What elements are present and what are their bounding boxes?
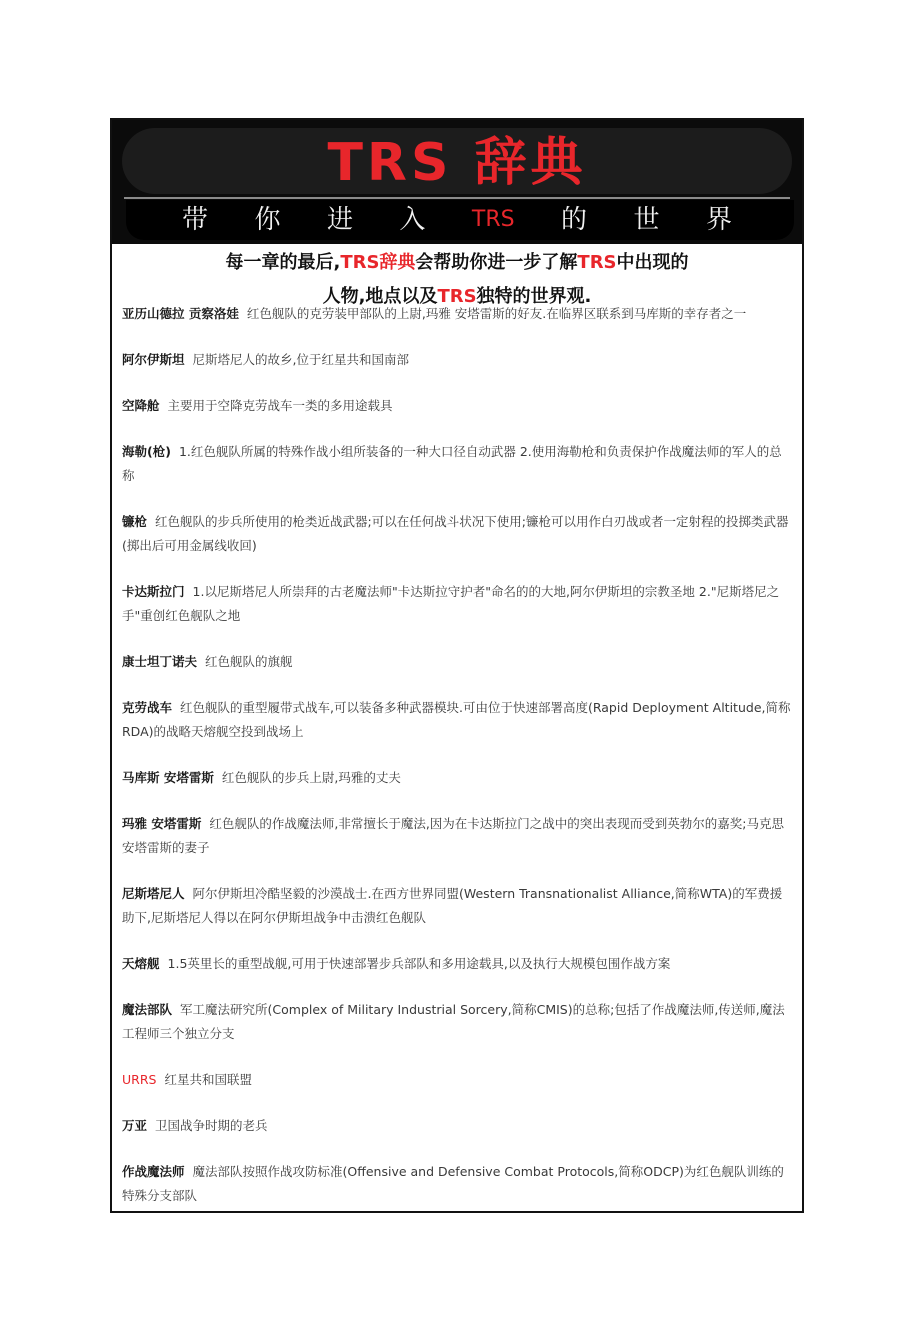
glossary-definition: 军工魔法研究所(Complex of Military Industrial Sorcery,简称CMIS)的总称;包括了作战魔法师,传送师,魔法工程师三个独立分支 [122, 1002, 785, 1041]
glossary-term: 亚历山德拉 贡察洛娃 [122, 306, 239, 321]
intro-segment: 独特的世界观. [476, 286, 592, 307]
intro-segment: 中出现的 [616, 252, 689, 273]
glossary-term: 魔法部队 [122, 1002, 173, 1017]
glossary-entry [122, 440, 794, 488]
glossary-term: 万亚 [122, 1118, 148, 1133]
glossary-term: 卡达斯拉门 [122, 584, 185, 599]
glossary-entry [122, 882, 794, 930]
subtitle-char: 你 [254, 205, 281, 235]
glossary-term: URRS [122, 1072, 157, 1087]
glossary-entry [122, 1160, 794, 1208]
glossary-term: 阿尔伊斯坦 [122, 352, 185, 367]
intro-line-1 [112, 246, 802, 280]
glossary-term: 作战魔法师 [122, 1164, 185, 1179]
glossary-entry [122, 952, 794, 976]
glossary-definition: 卫国战争时期的老兵 [155, 1118, 268, 1133]
glossary-definition: 红色舰队的克劳装甲部队的上尉,玛雅 安塔雷斯的好友.在临界区联系到马库斯的幸存者之一 [246, 306, 747, 321]
glossary-definition: 红星共和国联盟 [164, 1072, 252, 1087]
glossary-term: 天熔舰 [122, 956, 160, 971]
glossary-definition: 红色舰队的作战魔法师,非常擅长于魔法,因为在卡达斯拉门之战中的突出表现而受到英勃尔的嘉奖;马克思 安塔雷斯的妻子 [122, 816, 785, 855]
glossary-entry [122, 1114, 794, 1138]
subtitle [182, 200, 732, 240]
glossary-term: 康士坦丁诺夫 [122, 654, 198, 669]
glossary-definition: 红色舰队的步兵上尉,玛雅的丈夫 [221, 770, 401, 785]
glossary-term: 马库斯 安塔雷斯 [122, 770, 214, 785]
glossary-list [122, 302, 794, 1213]
glossary-term: 克劳战车 [122, 700, 173, 715]
glossary-entry [122, 1068, 794, 1092]
glossary-entry [122, 766, 794, 790]
glossary-definition: 红色舰队的步兵所使用的枪类近战武器;可以在任何战斗状况下使用;镰枪可以用作白刃战或者一定射程的投掷类武器(掷出后可用金属线收回) [122, 514, 789, 553]
banner-divider [124, 197, 790, 199]
subtitle-char: 的 [561, 205, 588, 235]
glossary-term: 镰枪 [122, 514, 148, 529]
intro-segment: 人物,地点以及 [322, 286, 438, 307]
intro-segment: TRS [437, 286, 477, 307]
glossary-entry [122, 580, 794, 628]
intro-segment: 每一章的最后, [225, 252, 341, 273]
glossary-definition: 红色舰队的旗舰 [205, 654, 293, 669]
glossary-entry [122, 650, 794, 674]
glossary-entry [122, 302, 794, 326]
document-page [110, 118, 804, 1213]
subtitle-char: 入 [399, 205, 426, 235]
glossary-entry [122, 348, 794, 372]
subtitle-char: 进 [326, 205, 353, 235]
glossary-term: 海勒(枪) [122, 444, 171, 459]
intro-segment: TRS [577, 252, 617, 273]
subtitle-char: 界 [705, 205, 732, 235]
glossary-entry [122, 510, 794, 558]
title-banner [112, 120, 802, 244]
intro-segment: TRS辞典 [340, 252, 416, 273]
page-title: TRS 辞典 [327, 133, 587, 193]
glossary-term: 玛雅 安塔雷斯 [122, 816, 202, 831]
glossary-term: 尼斯塔尼人 [122, 886, 185, 901]
glossary-definition: 1.5英里长的重型战舰,可用于快速部署步兵部队和多用途载具,以及执行大规模包围作战方案 [167, 956, 671, 971]
glossary-definition: 1.红色舰队所属的特殊作战小组所装备的一种大口径自动武器 2.使用海勒枪和负责保护作战魔法师的军人的总称 [122, 444, 782, 483]
glossary-definition: 魔法部队按照作战攻防标准(Offensive and Defensive Combat Protocols,简称ODCP)为红色舰队训练的特殊分支部队 [122, 1164, 784, 1203]
glossary-entry [122, 696, 794, 744]
subtitle-char: 世 [633, 205, 660, 235]
glossary-definition: 1.以尼斯塔尼人所崇拜的古老魔法师"卡达斯拉守护者"命名的的大地,阿尔伊斯坦的宗教圣地 2."尼斯塔尼之手"重创红色舰队之地 [122, 584, 780, 623]
glossary-entry [122, 394, 794, 418]
glossary-definition: 阿尔伊斯坦冷酷坚毅的沙漠战士.在西方世界同盟(Western Transnationalist Alliance,简称WTA)的军费援助下,尼斯塔尼人得以在阿尔伊斯坦战争中击溃红色舰队 [122, 886, 783, 925]
glossary-entry [122, 998, 794, 1046]
subtitle-char: TRS [471, 207, 515, 232]
glossary-definition: 主要用于空降克劳战车一类的多用途载具 [167, 398, 393, 413]
subtitle-char: 带 [182, 205, 209, 235]
glossary-entry [122, 812, 794, 860]
glossary-term: 空降舱 [122, 398, 160, 413]
glossary-definition: 红色舰队的重型履带式战车,可以装备多种武器模块.可由位于快速部署高度(Rapid Deployment Altitude,简称RDA)的战略天熔舰空投到战场上 [122, 700, 791, 739]
intro-segment: 会帮助你进一步了解 [415, 252, 578, 273]
glossary-definition: 尼斯塔尼人的故乡,位于红星共和国南部 [192, 352, 409, 367]
